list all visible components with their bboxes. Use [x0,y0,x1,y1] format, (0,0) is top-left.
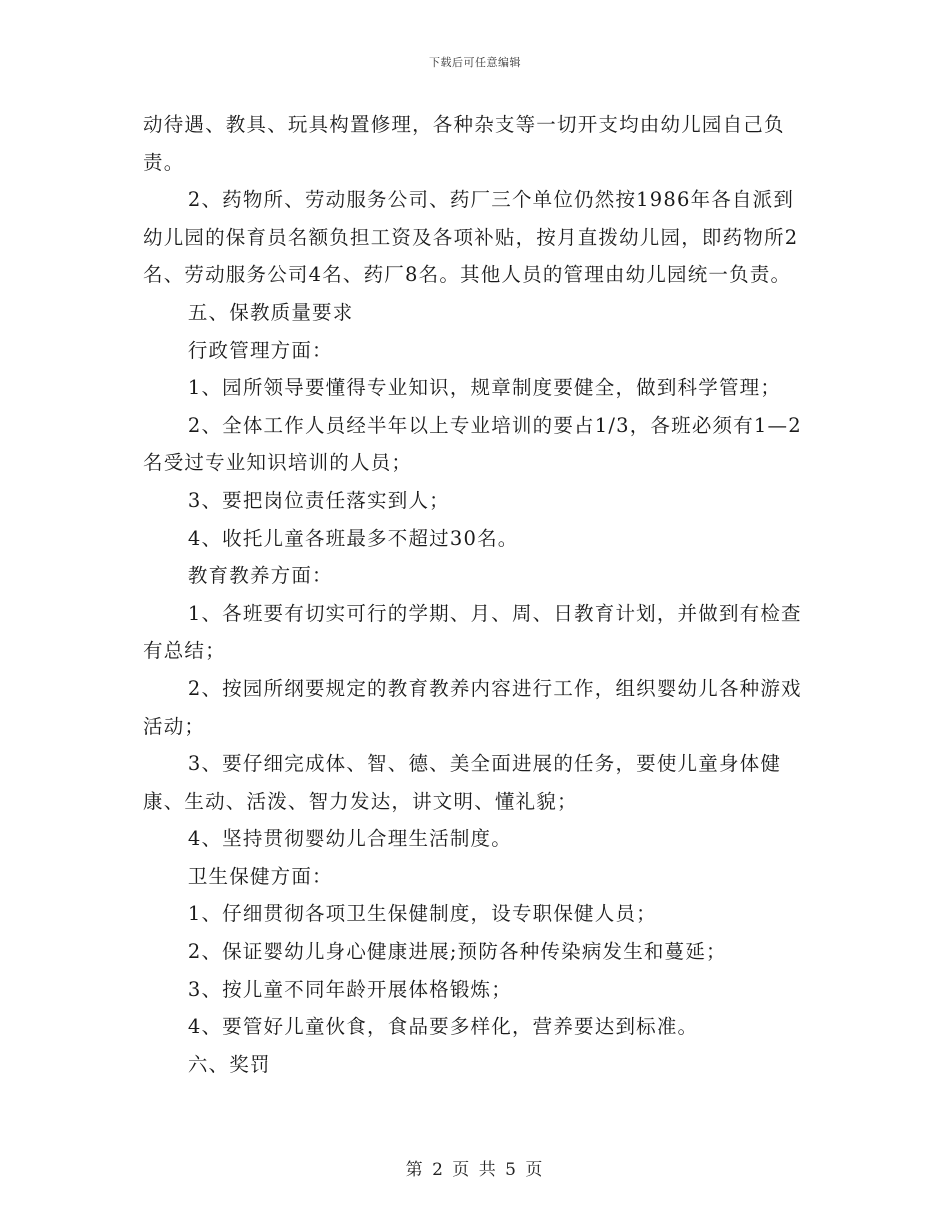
paragraph: 动待遇、教具、玩具构置修理，各种杂支等一切开支均由幼儿园自己负责。 [143,113,785,174]
list-item: 1、各班要有切实可行的学期、月、周、日教育计划，并做到有检查有总结； [143,601,802,663]
paragraph: 2、药物所、劳动服务公司、药厂三个单位仍然按1986年各自派到幼儿园的保育员名额负担工资及各项补贴，按月直拨幼儿园，即药物所2名、劳动服务公司4名、药厂8名。其他人员的管理由幼儿园统一负责。 [143,188,799,287]
section-heading: 五、保教质量要求 [187,300,354,324]
document-body [143,106,811,1083]
list-item: 3、要仔细完成体、智、德、美全面进展的任务，要使儿童身体健康、生动、活泼、智力发达，讲文明、懂礼貌； [143,752,782,813]
page-header-note: 下载后可任意编辑 [429,56,521,69]
list-item: 4、要管好儿童伙食，食品要多样化，营养要达到标准。 [187,1015,699,1039]
list-item: 2、按园所纲要规定的教育教养内容进行工作，组织婴幼儿各种游戏活动； [143,676,802,738]
list-item: 1、园所领导要懂得专业知识，规章制度要健全，做到科学管理； [187,376,782,400]
list-item: 4、收托儿童各班最多不超过30名。 [187,526,519,550]
subsection-heading: 教育教养方面： [187,564,333,588]
page-number-footer: 第 2 页 共 5 页 [405,1160,545,1180]
subsection-heading: 卫生保健方面： [187,864,333,888]
subsection-heading: 行政管理方面： [187,338,333,362]
list-item: 4、坚持贯彻婴幼儿合理生活制度。 [187,827,512,851]
list-item: 3、按儿童不同年龄开展体格锻炼； [187,977,512,1001]
list-item: 1、仔细贯彻各项卫生保健制度，设专职保健人员； [187,902,657,926]
list-item: 2、保证婴幼儿身心健康进展;预防各种传染病发生和蔓延； [187,940,727,964]
section-heading: 六、奖罚 [187,1052,271,1076]
list-item: 2、全体工作人员经半年以上专业培训的要占1/3，各班必须有1—2名受过专业知识培训的人员； [143,413,802,475]
list-item: 3、要把岗位责任落实到人； [187,488,450,512]
